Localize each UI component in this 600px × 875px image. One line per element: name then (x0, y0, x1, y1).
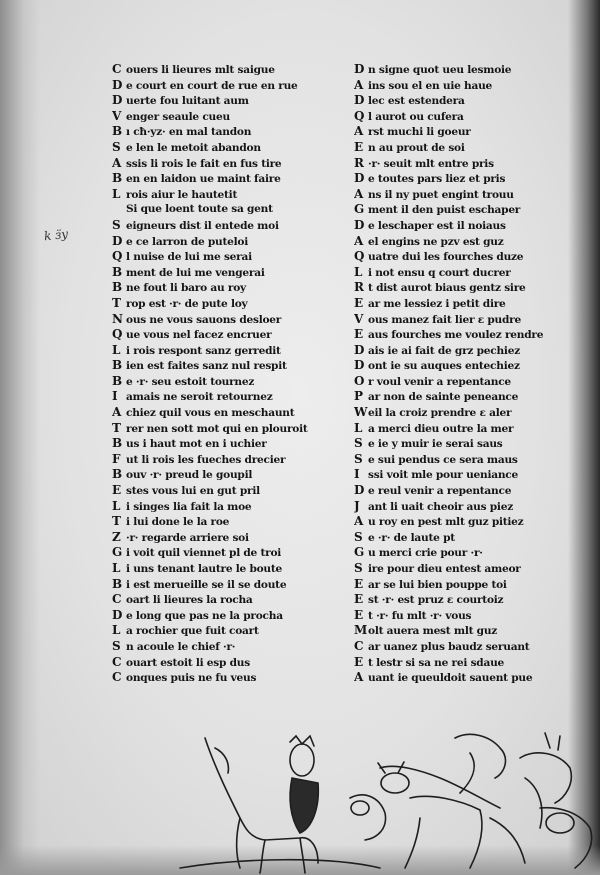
verse-initial: Q (112, 249, 123, 264)
verse-line (112, 78, 354, 94)
verse-line (354, 156, 580, 172)
verse-text: eil la croiz prendre ɛ aler (368, 407, 512, 420)
verse-initial: A (354, 670, 364, 685)
verse-text: i voit quil viennet pl de troi (126, 547, 282, 560)
verse-line (112, 608, 354, 624)
verse-initial: R (354, 280, 364, 295)
verse-initial: S (354, 436, 363, 451)
verse-initial: I (354, 467, 360, 482)
verse-initial: B (112, 171, 122, 186)
verse-initial: C (112, 654, 122, 669)
verse-text: ins sou el en uie haue (368, 79, 493, 92)
verse-text: e len le metoit abandon (126, 141, 261, 154)
verse-line (354, 296, 580, 312)
verse-text: ·r· regarde arriere soi (126, 531, 249, 544)
verse-text: i not ensu q court ducrer (368, 266, 511, 279)
verse-initial: E (354, 327, 363, 342)
verse-initial: S (354, 561, 363, 575)
verse-initial: D (354, 171, 365, 186)
verse-line (112, 623, 354, 639)
verse-initial: I (112, 389, 118, 404)
verse-text: a merci dieu outre la mer (368, 422, 514, 435)
verse-line (112, 93, 354, 109)
verse-line (354, 389, 580, 405)
verse-line (354, 577, 580, 593)
verse-initial: Z (112, 529, 121, 544)
verse-initial: C (112, 670, 122, 685)
verse-text: rer nen sott mot qui en plouroit (126, 422, 308, 435)
verse-line (354, 78, 580, 94)
verse-line (112, 577, 354, 593)
verse-initial: A (112, 405, 122, 420)
verse-line (354, 171, 580, 187)
verse-line (354, 202, 580, 218)
verse-text: oart li lieures la rocha (126, 594, 253, 607)
verse-text: ouers li lieures mlt saigue (126, 64, 275, 76)
verse-text: uant ie queuldoit sauent pue (368, 672, 533, 685)
verse-line (354, 639, 580, 655)
verse-initial: D (354, 62, 365, 76)
verse-line (354, 93, 580, 109)
verse-text: ien est faites sanz nul respit (126, 360, 287, 373)
verse-line (112, 327, 354, 343)
verse-line (112, 670, 354, 686)
verse-initial: L (112, 186, 121, 201)
verse-text: e ce larron de puteloi (126, 235, 249, 248)
verse-line (354, 545, 580, 561)
verse-text: rop est ·r· de pute loy (126, 297, 248, 310)
verse-initial: G (112, 545, 122, 560)
verse-line (112, 639, 354, 655)
verse-text: e sui pendus ce sera maus (368, 453, 518, 466)
verse-line (354, 265, 580, 281)
verse-text: ssis li rois le fait en fus tire (126, 157, 282, 170)
verse-initial: E (354, 592, 363, 607)
verse-text: rst muchi li goeur (368, 126, 471, 139)
verse-initial: D (354, 342, 365, 357)
verse-initial: J (354, 498, 360, 513)
verse-line (354, 109, 580, 125)
verse-initial: A (354, 514, 364, 529)
verse-line (354, 514, 580, 530)
verse-line (112, 436, 354, 452)
verse-line (112, 312, 354, 328)
verse-text: ous manez fait lier ɛ pudre (368, 313, 521, 326)
verse-text: aus fourches me voulez rendre (368, 329, 544, 342)
verse-text: e leschaper est il noiaus (368, 219, 506, 232)
verse-initial: Q (354, 108, 365, 123)
verse-text: t ·r· fu mlt ·r· vous (368, 609, 472, 622)
verse-initial: T (112, 420, 121, 435)
verse-initial: S (112, 217, 121, 232)
verse-line (354, 623, 580, 639)
verse-initial: L (112, 498, 121, 513)
verse-line (354, 592, 580, 608)
verse-text: ouart estoit li esp dus (126, 656, 250, 669)
verse-line (112, 109, 354, 125)
verse-text: eigneurs dist il entede moi (126, 219, 279, 232)
verse-line (112, 561, 354, 577)
verse-text: lec est estendera (368, 95, 465, 108)
verse-initial: E (354, 607, 363, 622)
verse-initial: E (112, 483, 121, 498)
verse-text: l aurot ou cufera (368, 110, 464, 123)
verse-text: i lui done le la roe (126, 516, 230, 529)
verse-text: ı cħ·yz· en mal tandon (126, 126, 252, 139)
verse-text: ire pour dieu entest ameor (368, 563, 521, 575)
verse-initial: A (112, 155, 122, 170)
verse-initial: V (354, 311, 364, 326)
verse-text: ns il ny puet engint trouu (368, 188, 514, 201)
verse-initial: D (112, 233, 123, 248)
verse-line (354, 499, 580, 515)
verse-text: uatre dui les fourches duze (368, 251, 524, 264)
verse-line (112, 405, 354, 421)
verse-text: chiez quil vous en meschaunt (126, 407, 295, 420)
verse-initial: G (354, 202, 364, 217)
verse-text: ment il den puist eschaper (368, 204, 521, 217)
verse-text: ue vous nel facez encruer (126, 329, 272, 342)
verse-line (354, 249, 580, 265)
verse-line (112, 389, 354, 405)
verse-text: ar me lessiez i petit dire (368, 297, 506, 310)
verse-line (112, 655, 354, 671)
verse-line (112, 249, 354, 265)
verse-text: ais ie ai fait de grz pechiez (368, 344, 520, 357)
verse-initial: A (354, 77, 364, 92)
verse-initial: G (354, 545, 364, 560)
verse-line (112, 124, 354, 140)
verse-text: rois aiur le hautetit (126, 188, 238, 201)
verse-line (354, 140, 580, 156)
verse-text: i rois respont sanz gerredit (126, 344, 281, 357)
left-text-column (112, 62, 354, 686)
verse-line (112, 545, 354, 561)
verse-text: e ·r· seu estoit tournez (126, 375, 255, 388)
verse-initial: D (112, 77, 123, 92)
verse-initial: E (354, 139, 363, 154)
verse-line (354, 530, 580, 546)
verse-text: t lestr si sa ne rei sdaue (368, 656, 505, 669)
verse-initial: D (112, 607, 123, 622)
verse-text: n signe quot ueu lesmoie (368, 64, 512, 76)
margin-annotation: k ɜ̈y (43, 226, 69, 244)
verse-line (112, 265, 354, 281)
verse-text: ut li rois les fueches drecier (126, 453, 286, 466)
verse-line (112, 156, 354, 172)
verse-initial: A (354, 186, 364, 201)
verse-text: t dist aurot biaus gentz sire (368, 282, 526, 295)
verse-line (112, 452, 354, 468)
verse-initial: D (354, 483, 365, 498)
verse-initial: D (354, 93, 365, 108)
verse-line (112, 187, 354, 203)
verse-line (354, 374, 580, 390)
verse-initial: P (354, 389, 363, 404)
verse-text: st ·r· est pruz ɛ courtoiz (368, 594, 504, 607)
verse-line (354, 218, 580, 234)
verse-text: ouv ·r· preud le goupil (126, 469, 253, 482)
verse-line (354, 62, 580, 78)
verse-text: l nuise de lui me serai (126, 251, 252, 264)
verse-initial: S (354, 529, 363, 544)
verse-line (354, 312, 580, 328)
verse-text: el engins ne pzv est guz (368, 235, 504, 248)
verse-initial: O (354, 373, 365, 388)
verse-text: ar uanez plus baudz seruant (368, 640, 530, 653)
verse-line (354, 670, 580, 686)
verse-line (354, 405, 580, 421)
verse-text: u roy en pest mlt guz pitiez (368, 516, 524, 529)
verse-line (112, 374, 354, 390)
verse-initial: B (112, 436, 122, 451)
verse-initial: Q (112, 327, 123, 342)
verse-line (354, 280, 580, 296)
verse-text: ment de lui me vengerai (126, 266, 265, 279)
verse-text: us i haut mot en i uchier (126, 438, 267, 451)
verse-initial: L (112, 561, 121, 575)
verse-text: Si que loent toute sa gent (126, 203, 273, 216)
verse-line (354, 561, 580, 577)
verse-line (112, 358, 354, 374)
verse-initial: B (112, 373, 122, 388)
verse-initial: L (112, 342, 121, 357)
verse-initial: M (354, 623, 368, 638)
verse-text: e ·r· de laute pt (368, 531, 455, 544)
marginal-illustration (0, 728, 600, 875)
verse-initial: Q (354, 249, 365, 264)
verse-initial: C (354, 638, 364, 653)
verse-initial: B (112, 280, 122, 295)
verse-initial: R (354, 155, 364, 170)
verse-line (354, 452, 580, 468)
verse-text: e ie y muir ie serai saus (368, 438, 503, 451)
verse-line (112, 140, 354, 156)
verse-line (354, 234, 580, 250)
verse-text: r voul venir a repentance (368, 375, 511, 388)
verse-initial: S (112, 139, 121, 154)
verse-line (112, 514, 354, 530)
verse-initial: V (112, 108, 122, 123)
verse-line (354, 358, 580, 374)
verse-text: en en laidon ue maint faire (126, 173, 281, 186)
verse-line (112, 530, 354, 546)
verse-text: e reul venir a repentance (368, 485, 512, 498)
verse-initial: L (112, 623, 121, 638)
verse-initial: N (112, 311, 123, 326)
verse-text: ssi voit mle pour ueniance (368, 469, 519, 482)
verse-text: e court en court de rue en rue (126, 79, 298, 92)
verse-initial: B (112, 264, 122, 279)
verse-line (112, 218, 354, 234)
verse-line (112, 296, 354, 312)
verse-text: i uns tenant lautre le boute (126, 563, 283, 575)
verse-text: e long que pas ne la procha (126, 609, 283, 622)
verse-initial: B (112, 124, 122, 139)
verse-line (354, 421, 580, 437)
verse-text: e toutes pars liez et pris (368, 173, 506, 186)
verse-text: ous ne vous sauons desloer (126, 313, 282, 326)
verse-initial: S (112, 638, 121, 653)
verse-initial: C (112, 62, 122, 76)
verse-line (112, 171, 354, 187)
verse-initial: T (112, 295, 121, 310)
right-text-column (354, 62, 580, 686)
verse-initial: L (354, 420, 363, 435)
verse-initial: T (112, 514, 121, 529)
verse-line (354, 436, 580, 452)
verse-initial: B (112, 576, 122, 591)
verse-initial: F (112, 451, 121, 466)
verse-initial: D (112, 93, 123, 108)
verse-initial: E (354, 576, 363, 591)
verse-text: enger seaule cueu (126, 110, 230, 123)
verse-line (354, 187, 580, 203)
verse-initial: S (354, 451, 363, 466)
verse-initial: A (354, 124, 364, 139)
verse-text: i est merueille se il se doute (126, 578, 287, 591)
verse-line (112, 234, 354, 250)
verse-initial: D (354, 217, 365, 232)
verse-line (354, 608, 580, 624)
verse-text: ont ie su auques entechiez (368, 360, 520, 373)
verse-text: stes vous lui en gut pril (126, 485, 260, 498)
verse-text: uerte fou luitant aum (126, 95, 249, 108)
verse-line (354, 655, 580, 671)
verse-text: ant li uait cheoir aus piez (368, 500, 513, 513)
verse-text: n acoule le chief ·r· (126, 640, 236, 653)
verse-initial: B (112, 467, 122, 482)
verse-line (354, 467, 580, 483)
verse-initial: A (354, 233, 364, 248)
verse-line (354, 124, 580, 140)
verse-line (112, 343, 354, 359)
verse-initial: E (354, 295, 363, 310)
verse-text: n au prout de soi (368, 141, 465, 154)
verse-line (112, 592, 354, 608)
verse-text: ne fout li baro au roy (126, 282, 246, 295)
verse-line (354, 483, 580, 499)
verse-text: onques puis ne fu veus (126, 672, 257, 685)
verse-initial: E (354, 654, 363, 669)
verse-line (354, 327, 580, 343)
verse-line (354, 343, 580, 359)
verse-line (112, 421, 354, 437)
verse-initial: C (112, 592, 122, 607)
verse-initial: B (112, 358, 122, 373)
verse-line (112, 202, 354, 218)
verse-text: i singes lia fait la moe (126, 500, 252, 513)
verse-line (112, 62, 354, 78)
verse-text: a rochier que fuit coart (126, 625, 259, 638)
verse-text: amais ne seroit retournez (126, 391, 273, 404)
verse-line (112, 467, 354, 483)
verse-text: u merci crie pour ·r· (368, 547, 483, 560)
verse-initial: W (354, 405, 368, 420)
verse-text: ar se lui bien pouppe toi (368, 578, 507, 591)
verse-line (112, 483, 354, 499)
verse-text: ar non de sainte peneance (368, 391, 519, 404)
verse-initial: D (354, 358, 365, 373)
verse-line (112, 499, 354, 515)
verse-text: ·r· seuit mlt entre pris (368, 157, 494, 170)
verse-line (112, 280, 354, 296)
verse-initial: L (354, 264, 363, 279)
verse-text: olt auera mest mlt guz (368, 625, 498, 638)
